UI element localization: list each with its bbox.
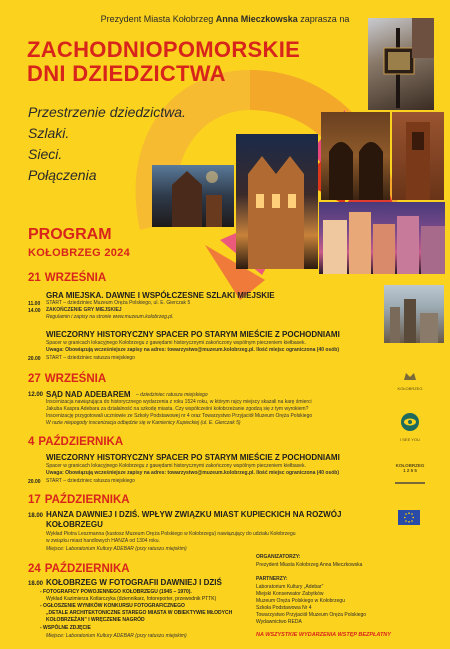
photo-cathedral-night (152, 165, 234, 227)
i-see-you-logo (396, 412, 424, 442)
event-time: 18.00 (28, 513, 44, 519)
event-walk2-note: Uwaga: Obowiązują wcześniejsze zapisy na adres: towarzystwo@muzeum.kolobrzeg.pl. Ilość miejsc ograniczona (40 osób) (46, 470, 340, 476)
event-end: ZAKOŃCZENIE GRY MIEJSKIEJ (46, 307, 122, 313)
event-walk-title: WIECZORNY HISTORYCZNY SPACER PO STARYM MIEŚCIE Z POCHODNIAMI (46, 330, 340, 339)
date-day: 27 (28, 373, 41, 385)
partner-item: Szkoła Podstawowa Nr 4 (256, 605, 312, 611)
eu-flag-icon (398, 510, 420, 525)
event-photo-bullet-2-sub-2: KOŁOBRZEŻAN” I WRĘCZENIE NAGRÓD (46, 617, 145, 623)
event-city-game-title: GRA MIEJSKA. DAWNE I WSPÓŁCZESNE SZLAKI MIEJSKIE (46, 291, 275, 300)
event-adebar-line-2: Jakuba Kaspra Adebara za działalność na szkodę miasta. Czy współcześni kołobrzeżanie zgodzą się z tym wyrokiem? (46, 406, 309, 412)
event-start-place: START – dziedziniec Muzeum Oręża Polskiego, ul. E. Gierczak 5 (46, 300, 191, 306)
event-time: 20.00 (28, 479, 41, 485)
free-entry-note: NA WSZYSTKIE WYDARZENIA WSTĘP BEZPŁATNY (256, 632, 391, 638)
eye-circle-icon (400, 412, 420, 432)
date-month: PAŹDZIERNIKA (38, 436, 124, 448)
event-walk-description: Spacer w granicach lokacyjnego Kołobrzegu z gawędami historycznymi zakończony wspólnym pieczeniem kiełbasek. (46, 340, 306, 346)
date-21-sept (28, 272, 106, 284)
date-month: WRZEŚNIA (44, 373, 107, 385)
date-month: PAŹDZIERNIKA (44, 494, 130, 506)
partner-item: Towarzystwo Przyjaciół Muzeum Oręża Polskiego (256, 612, 367, 618)
event-photo-place: Miejsce: Laboratorium Kultury ADEBAR (przy ratuszu miejskim) (46, 633, 187, 639)
i-see-you-text: I SEE YOU (400, 437, 420, 442)
event-photo-bullet-1: - FOTOGRAFICY POWOJENNEGO KOŁOBRZEGU (1945 – 1970). (40, 589, 192, 595)
event-walk-start: START – dziedziniec ratusza miejskiego (46, 355, 135, 361)
event-photo-title: KOŁOBRZEG W FOTOGRAFII DAWNIEJ I DZIŚ (46, 578, 222, 587)
photo-lantern (368, 18, 434, 110)
partner-item: Muzeum Oręża Polskiego w Kołobrzegu (256, 598, 345, 604)
photo-old-town-street (319, 202, 445, 274)
event-hanza-title-2: KOŁOBRZEGU (46, 520, 103, 529)
event-adebar-line-1: Inscenizacja nawiązująca do historycznego wydarzenia z roku 1524 roku, w którym rajcy miejscy skazali na karę śmierci (46, 399, 312, 405)
event-time: 12.00 (28, 392, 44, 398)
event-walk2-description: Spacer w granicach lokacyjnego Kołobrzegu z gawędami historycznymi zakończony wspólnym pieczeniem kiełbasek. (46, 463, 306, 469)
subtitle-line-2: Szlaki. (28, 125, 70, 141)
organizer-name: Prezydent Miasta Kołobrzeg Anna Mieczkowska (256, 562, 363, 568)
subtitle-line-1: Przestrzenie dziedzictwa. (28, 104, 186, 120)
partner-item: Wydawnictwo REDA (256, 619, 302, 625)
event-adebar-line-4: W razie niepogody inscenizacja odbędzie się w Kamienicy Kupieckiej (ul. E. Gierczak 5) (46, 420, 241, 426)
date-27-sept (28, 373, 106, 385)
kolobrzeg-logo-text: KOŁOBRZEG (397, 386, 423, 391)
logo-stripe (395, 481, 425, 486)
event-photo-bullet-2-sub-1: „DETALE ARCHITEKTONICZNE STAREGO MIASTA W OBIEKTYWIE MŁODYCH (46, 610, 233, 616)
organizers-heading: ORGANIZATORZY: (256, 554, 301, 560)
invite-prefix: Prezydent Miasta Kołobrzeg (100, 14, 214, 24)
date-4-oct (28, 436, 123, 448)
event-walk2-start: START – dziedziniec ratusza miejskiego (46, 478, 135, 484)
partner-item: Laboratorium Kultury „Adebar” (256, 584, 324, 590)
date-24-oct (28, 563, 130, 575)
photo-townhall-night (236, 134, 318, 269)
event-hanza-place: Miejsce: Laboratorium Kultury ADEBAR (przy ratuszu miejskim) (46, 546, 187, 552)
subtitle-line-4: Połączenia (28, 167, 97, 183)
event-time: 11.00 (28, 301, 41, 307)
kolobrzeg-1255-line-2: 1 2 5 5 (403, 468, 417, 473)
date-month: WRZEŚNIA (44, 272, 107, 284)
event-photo-bullet-1-sub: Wykład Kazimierza Kotlarczyka (dziennikarz, fotoreporter, przewodnik PTTK) (46, 596, 217, 602)
partners-heading: PARTNERZY: (256, 576, 288, 582)
kolobrzeg-1255-logo (392, 463, 428, 491)
date-day: 24 (28, 563, 41, 575)
program-subheading: KOŁOBRZEG 2024 (28, 247, 131, 259)
event-adebar-title: SĄD NAD ADEBAREM (46, 390, 131, 399)
invite-name: Anna Mieczkowska (215, 14, 298, 24)
event-time: 20.00 (28, 356, 41, 362)
event-time: 14.00 (28, 308, 41, 314)
event-hanza-line-1: Wykład Piotra Leszmanna (kustosz Muzeum Oręża Polskiego w Kołobrzegu) nawiązujący do udziału Kołobrzegu (46, 531, 296, 537)
title-line-2: DNI DZIEDZICTWA (27, 61, 226, 86)
kolobrzeg-logo (390, 368, 430, 391)
date-month: PAŹDZIERNIKA (44, 563, 130, 575)
event-walk-note: Uwaga: Obowiązują wcześniejsze zapisy na adres: towarzystwo@muzeum.kolobrzeg.pl. Ilość miejsc ograniczona (40 osób) (46, 347, 340, 353)
event-adebar-line-3: Inscenizację przygotowali uczniowie ze Szkoły Podstawowej nr 4 oraz Towarzystwo Przyjaciół Muzeum Oręża Polskiego (46, 413, 313, 419)
event-adebar-place: – dziedziniec ratusza miejskiego (136, 392, 208, 398)
kolobrzeg-1255-line-1: KOŁOBRZEG (395, 463, 425, 468)
date-day: 4 (28, 436, 35, 448)
photo-tower (392, 112, 444, 200)
event-registration-link[interactable]: Regulamin i zapisy na stronie www.muzeum.kolobrzeg.pl. (46, 314, 174, 320)
date-day: 21 (28, 272, 41, 284)
partner-item: Miejski Konserwator Zabytków (256, 591, 324, 597)
date-17-oct (28, 494, 130, 506)
date-day: 17 (28, 494, 41, 506)
event-hanza-line-2: w związku miast handlowych HANZA od 1304 roku. (46, 538, 160, 544)
event-time: 18.00 (28, 581, 44, 587)
title-line-1: ZACHODNIOPOMORSKIE (27, 37, 301, 62)
event-hanza-title-1: HANZA DAWNIEJ I DZIŚ. WPŁYW ZWIĄZKU MIAST KUPIECKICH NA ROZWÓJ (46, 510, 342, 519)
photo-brick-arches (321, 112, 390, 200)
invite-suffix: zaprasza na (300, 14, 350, 24)
subtitle-line-3: Sieci. (28, 146, 63, 162)
program-heading: PROGRAM (28, 226, 112, 243)
crown-icon (403, 371, 417, 381)
event-photo-bullet-3: - WSPÓLNE ZDJĘCIE (40, 625, 91, 631)
event-photo-bullet-2: - OGŁOSZENIE WYNIKÓW KONKURSU FOTOGRAFICZNEGO (40, 603, 185, 609)
photo-skyline (384, 285, 444, 343)
event-walk2-title: WIECZORNY HISTORYCZNY SPACER PO STARYM MIEŚCIE Z POCHODNIAMI (46, 453, 340, 462)
